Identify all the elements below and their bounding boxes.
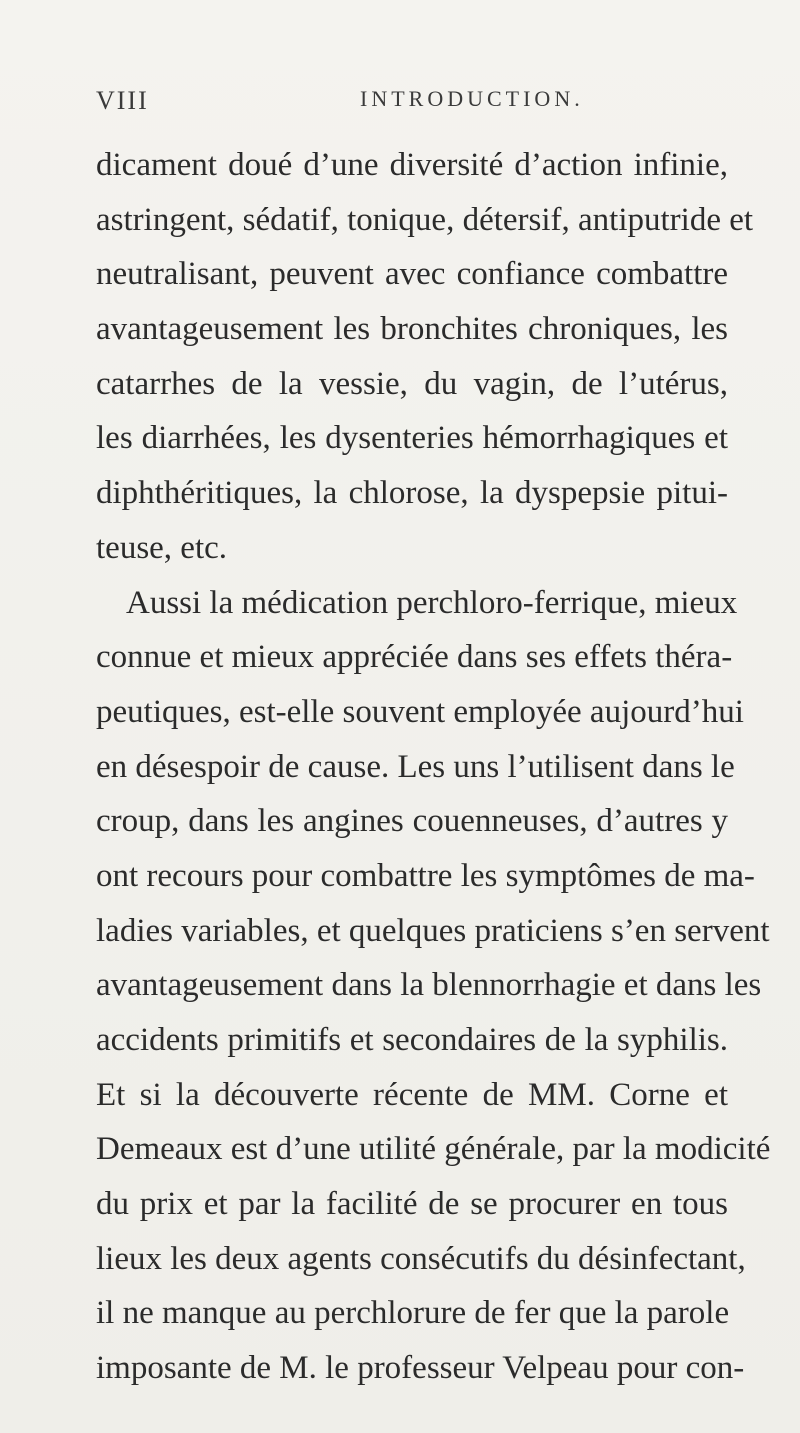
text-line: les diarrhées, les dysenteries hémorrhagiques et [96,420,728,457]
text-line: accidents primitifs et secondaires de la syphilis. [96,1022,728,1058]
text-line: imposante de M. le professeur Velpeau pour con- [96,1350,745,1387]
running-title: INTRODUCTION. [360,86,584,111]
text-line: Aussi la médication perchloro-ferrique, mieux [126,584,738,621]
text-line: Demeaux est d’une utilité générale, par la modicité [96,1131,771,1168]
text-line: dicament doué d’une diversité d’action infinie, [96,147,728,183]
text-line: ladies variables, et quelques praticiens s’en servent [96,912,770,949]
text-line: en désespoir de cause. Les uns l’utilisent dans le [96,748,735,785]
text-line: avantageusement les bronchites chroniques, les [96,311,728,348]
text-line: connue et mieux appréciée dans ses effets théra- [96,639,733,676]
text-line: il ne manque au perchlorure de fer que la parole [96,1295,730,1332]
text-line: avantageusement dans la blennorrhagie et dans les [96,967,762,1004]
text-line: teuse, etc. [96,529,228,566]
text-line: ont recours pour combattre les symptômes de ma- [96,857,755,894]
text-line: du prix et par la facilité de se procurer en tous [96,1186,728,1223]
text-line: Et si la découverte récente de MM. Corne et [96,1076,728,1113]
text-line: neutralisant, peuvent avec confiance combattre [96,256,728,293]
text-line: diphthéritiques, la chlorose, la dyspepsie pitui- [96,475,728,512]
text-line: peutiques, est-elle souvent employée aujourd’hui [96,693,744,730]
text-line: catarrhes de la vessie, du vagin, de l’utérus, [96,365,728,402]
text-line: lieux les deux agents consécutifs du désinfectant, [96,1240,746,1277]
text-line: astringent, sédatif, tonique, détersif, antiputride et [96,201,754,238]
page-number: VIII [96,86,149,115]
body-text [96,138,771,1396]
running-head [0,86,800,126]
text-line: croup, dans les angines couenneuses, d’autres y [96,803,728,840]
